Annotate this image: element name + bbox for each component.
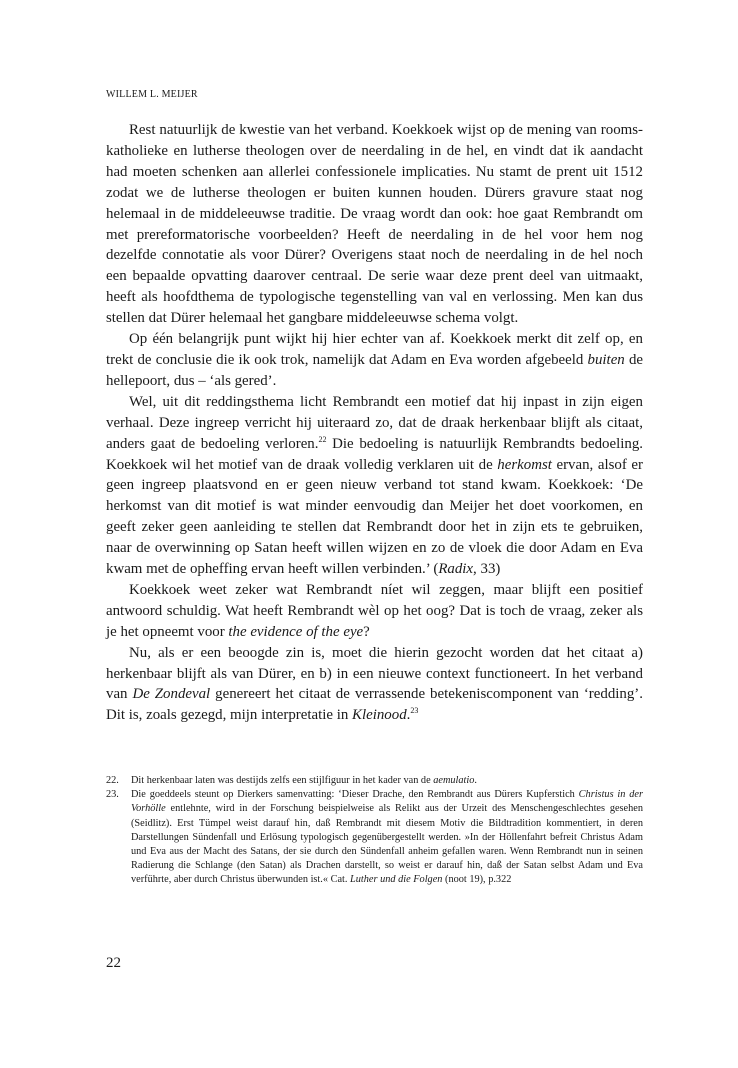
paragraph: Nu, als er een beoogde zin is, moet die hierin gezocht worden dat het citaat a) herkenbaar blijft als van Dürer, en b) in een nieuwe context functioneert. In het verband van De Zondeval genereert het citaat de verrassende betekeniscomponent van ‘redding’. Dit is, zoals gezegd, mijn interpretatie in Kleinood.$^{23}$	[106, 644, 643, 724]
footnote-23: 23. Die goeddeels steunt op Dierkers samenvatting: ‘Dieser Drache, den Rembrandt aus Dürers Kupferstich Christus in der Vorhölle entlehnte, wird in der Forschung beispielweise als Relikt aus der Urzeit des Menschengeschlechtes gesehen (Seidlitz). Erst Tümpel weist darauf hin, daß Rembrandt mit diesem Motiv die Bildtradition kommentiert, in deren Darstellungen Sündenfall und Erlösung typologisch gegenübergestellt werden. »In der Höllenfahrt befreit Christus Adam und Eva aus der Macht des Satans, der sie durch den Sündenfall anheim gefallen waren. Wenn Rembrandt nun in seinen Radierung die Schlange (den Satan) als Drachen darstellt, so weist er darauf hin, daß der Satan selbst Adam und Eva verführte, aber durch Christus überwunden ist.« Cat. Luther und die Folgen (noot 19), p.322	[106, 789, 643, 886]
footnote-ref-23[interactable]: 23	[410, 706, 419, 716]
paragraph: Op één belangrijk punt wijkt hij hier echter van af. Koekkoek merkt dit zelf op, en trekt de conclusie die ik ook trok, namelijk dat Adam en Eva worden afgebeeld buiten de hellepoort, dus – ‘als gered’.	[106, 331, 644, 389]
footnote-number: 23.	[106, 789, 119, 801]
footnotes	[106, 774, 643, 888]
paragraph: Koekkoek weet zeker wat Rembrandt níet wil zeggen, maar blijft een positief antwoord schuldig. Wat heeft Rembrandt wèl op het oog? Dat is toch de vraag, zeker als je het opneemt voor the evidence of the eye?	[106, 581, 643, 640]
paragraph: Rest natuurlijk de kwestie van het verband. Koekkoek wijst op de mening van rooms-katholieke en lutherse theologen over de neerdaling in de hel, en vindt dat ik aandacht had moeten schenken aan allerlei confessionele implicaties. Nu stamt de prent uit 1512 zodat we de lutherse theologen er buiten kunnen houden. Dürers gravure staat nog helemaal in de middeleeuwse traditie. De vraag wordt dan ook: hoe gaat Rembrandt om met prereformatorische voorbeelden? Heeft de neerdaling in de hel voor hem nog dezelfde connotatie als voor Dürer? Overigens staat noch de neerdaling in de hel noch een bepaalde opvatting daarover centraal. De serie waar deze prent deel van uitmaakt, heeft als hoofdthema de typologische tegenstelling van val en verlossing. Men kan dus stellen dat Dürer helemaal het gangbare middeleeuwse schema volgt.	[106, 122, 643, 327]
paragraph: Wel, uit dit reddingsthema licht Rembrandt een motief dat hij inpast in zijn eigen verhaal. Deze ingreep verricht hij uiteraard zo, dat de draak herkenbaar blijft als citaat, anders gaat de bedoeling verloren.$^{22}$ Die bedoeling is natuurlijk Rembrandts bedoeling. Koekkoek wil het motief van de draak volledig verklaren uit de herkomst ervan, alsof er geen ingreep plaatsvond en er geen nieuw verband tot stand kwam. Koekkoek: ‘De herkomst van dit motief is wat minder eenvoudig dan Meijer het doet voorkomen, en geeft zeker geen aanleiding te stellen dat Rembrandt door het in zijn ets te gebruiken, naar de overwinning op Satan heeft willen wijzen en zo de vloek die door Adam en Eva kwam met de opheffing ervan heeft willen verbinden.’ (Radix, 33)	[106, 393, 643, 578]
footnote-22: 22. Dit herkenbaar laten was destijds zelfs een stijlfiguur in het kader van de aemulatio.	[106, 774, 643, 788]
footnote-ref-22[interactable]: 22	[318, 434, 327, 444]
body-text	[106, 120, 643, 726]
page-number: 22	[106, 955, 121, 971]
footnote-number: 22.	[106, 775, 119, 786]
running-head: WILLEM L. MEIJER	[106, 89, 198, 100]
